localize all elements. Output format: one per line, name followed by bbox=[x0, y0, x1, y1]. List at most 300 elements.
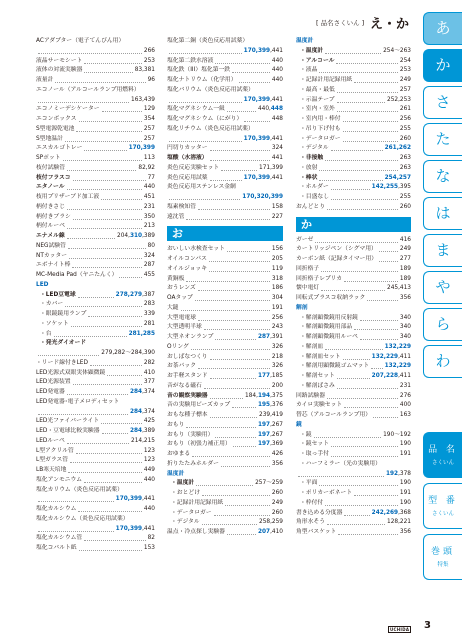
entry-page: 281 bbox=[143, 320, 155, 327]
dot-leader bbox=[331, 199, 398, 200]
index-entry bbox=[167, 294, 283, 304]
entry-page: 132,229,411 bbox=[371, 353, 411, 360]
entry-page bbox=[385, 343, 411, 353]
dot-leader bbox=[331, 446, 398, 447]
entry-name: 音がなる磁石 bbox=[167, 382, 202, 389]
index-entry bbox=[36, 349, 155, 359]
entry-page: 279,282〜284,390 bbox=[101, 350, 155, 356]
dot-leader bbox=[215, 63, 270, 64]
index-entry bbox=[167, 470, 283, 480]
index-entry bbox=[167, 193, 283, 203]
kana-tab[interactable]: わ bbox=[423, 345, 462, 378]
index-entry bbox=[36, 96, 155, 106]
index-entry bbox=[296, 421, 411, 431]
entry-name: 液晶サーモシート bbox=[36, 57, 83, 64]
entry-page: 339 bbox=[143, 311, 155, 317]
entry-page: 197,267 bbox=[257, 431, 283, 438]
dot-leader bbox=[65, 141, 142, 142]
entry-page: 326 bbox=[271, 363, 283, 370]
entry-name: 塩化ナトリウム（化学用） bbox=[167, 77, 237, 83]
entry-name: おいしい水検査セット bbox=[167, 246, 225, 253]
dot-leader bbox=[215, 437, 256, 438]
entry-name: 塩化鉄（III）塩化第一鉄 bbox=[167, 67, 231, 74]
entry-page: 416 bbox=[399, 236, 411, 243]
section-header-o bbox=[167, 226, 283, 241]
entry-name: ・おとどけ bbox=[171, 490, 200, 496]
entry-name: 柄付きさじ bbox=[36, 203, 65, 210]
entry-page: 170,399,441 bbox=[243, 96, 283, 103]
dot-leader bbox=[331, 189, 370, 190]
entry-name: エスカルゴトレー bbox=[36, 145, 83, 152]
entry-page: 195,376 bbox=[257, 402, 283, 409]
index-entry bbox=[296, 479, 411, 489]
dot-leader bbox=[337, 92, 398, 93]
entry-page: 410 bbox=[143, 369, 155, 376]
index-entry bbox=[296, 314, 411, 324]
entry-name: 塩化カルシウム管 bbox=[36, 535, 83, 542]
entry-page: 304 bbox=[271, 295, 283, 301]
entry-page: 448 bbox=[271, 116, 283, 122]
dot-leader bbox=[315, 242, 398, 243]
entry-name: ・解剖顕微鏡用部品 bbox=[300, 324, 353, 331]
dot-leader bbox=[209, 271, 270, 272]
index-entry bbox=[296, 193, 411, 203]
dot-leader bbox=[78, 297, 114, 298]
dot-leader bbox=[102, 111, 142, 112]
dot-leader bbox=[38, 355, 99, 356]
entry-page: 425 bbox=[143, 418, 155, 425]
entry-page: 326 bbox=[271, 343, 283, 350]
index-entry bbox=[36, 193, 155, 203]
entry-page: 257 bbox=[143, 125, 155, 132]
entry-name: 塩化アンモニウム bbox=[36, 476, 83, 483]
entry-page: 128,221 bbox=[387, 519, 411, 526]
dot-leader bbox=[107, 375, 142, 376]
index-entry bbox=[36, 183, 155, 193]
entry-page: 243 bbox=[271, 324, 283, 331]
featured-page-ref: 284 bbox=[129, 428, 143, 434]
entry-name: 枝付フラスコ bbox=[36, 174, 71, 181]
index-entry bbox=[36, 154, 155, 164]
dot-leader bbox=[169, 199, 240, 200]
entry-page: 163,439 bbox=[131, 96, 155, 103]
entry-name: 柄付ルーペ bbox=[36, 223, 65, 230]
index-entry bbox=[167, 411, 283, 421]
entry-name: LB寒天培地 bbox=[36, 467, 67, 473]
index-entry bbox=[167, 401, 283, 411]
index-entry bbox=[36, 174, 155, 184]
entry-name: 塩化バリウム（炎色反応用試薬） bbox=[167, 86, 254, 93]
entry-page: 142,255,395 bbox=[371, 184, 411, 191]
dot-leader bbox=[379, 251, 398, 252]
entry-name: 液量計 bbox=[36, 77, 54, 83]
dot-leader bbox=[221, 170, 257, 171]
entry-page: 186 bbox=[271, 285, 283, 292]
entry-name: ・眼鏡鏡用ランプ bbox=[40, 311, 87, 317]
index-entry bbox=[296, 460, 411, 470]
index-entry bbox=[296, 431, 411, 441]
entry-page: 318 bbox=[271, 275, 283, 282]
entry-name: おんどとり bbox=[296, 203, 325, 210]
index-entry bbox=[36, 466, 155, 476]
entry-page: 400 bbox=[399, 402, 411, 409]
dot-leader bbox=[67, 189, 142, 190]
entry-page: 191 bbox=[399, 490, 411, 496]
entry-name: 解剖 bbox=[296, 304, 308, 311]
index-entry bbox=[36, 369, 155, 379]
entry-name: エコンボックス bbox=[36, 116, 77, 122]
entry-name: Oリング bbox=[167, 343, 189, 350]
entry-page: 257 bbox=[399, 86, 411, 93]
index-entry bbox=[167, 86, 283, 96]
entry-name: カートリッジペン（シグマ用） bbox=[296, 246, 377, 253]
entry-name: 塩化カリウム（炎色反応用試薬） bbox=[36, 486, 123, 493]
dot-leader bbox=[84, 150, 127, 151]
entry-page bbox=[242, 193, 283, 203]
entry-page: 340 bbox=[399, 324, 411, 331]
entry-page: 257 bbox=[143, 135, 155, 142]
entry-name: LED bbox=[36, 281, 49, 288]
dot-leader bbox=[38, 102, 129, 103]
entry-page: 255 bbox=[399, 194, 411, 200]
entry-name: 塩化第二鉄水溶液 bbox=[167, 57, 214, 64]
dot-leader bbox=[331, 150, 383, 151]
entry-page: 207,410 bbox=[257, 529, 283, 535]
index-entry bbox=[167, 96, 283, 106]
index-entry bbox=[167, 509, 283, 519]
kana-tab[interactable]: ま bbox=[423, 234, 462, 267]
entry-page: 214,215 bbox=[131, 437, 155, 444]
index-entry bbox=[36, 330, 155, 340]
index-entry bbox=[296, 489, 411, 499]
index-entry bbox=[296, 499, 411, 509]
index-entry bbox=[296, 105, 411, 115]
entry-page: 123 bbox=[143, 457, 155, 464]
dot-leader bbox=[379, 261, 398, 262]
entry-page: 441 bbox=[271, 155, 283, 161]
entry-page: 266 bbox=[143, 47, 155, 54]
index-entry bbox=[296, 174, 411, 184]
entry-name: ・解剖ばさみ bbox=[300, 382, 335, 389]
dot-leader bbox=[67, 170, 136, 171]
entry-name: 円切りカッター bbox=[167, 145, 208, 152]
index-entry bbox=[167, 275, 283, 285]
index-column-1 bbox=[36, 37, 155, 554]
index-entry bbox=[36, 252, 155, 262]
entry-name: ・解剖用顕微鏡ゴムマット bbox=[300, 363, 370, 370]
entry-name: 角形水そう bbox=[296, 519, 325, 526]
dot-leader bbox=[186, 427, 256, 428]
dot-leader bbox=[210, 417, 257, 418]
featured-page-ref: 192 bbox=[385, 470, 399, 477]
index-entry bbox=[36, 515, 155, 525]
entry-page: 184,194,375 bbox=[245, 392, 283, 399]
side-tab-subtitle: さくいん bbox=[431, 460, 454, 466]
dot-leader bbox=[84, 72, 133, 73]
index-entry bbox=[296, 362, 411, 372]
index-entry bbox=[296, 509, 411, 519]
entry-name: ・解剖顕微鏡用反射鏡 bbox=[300, 314, 358, 321]
dot-leader bbox=[198, 320, 270, 321]
dot-leader bbox=[210, 150, 270, 151]
entry-page: 80 bbox=[147, 242, 155, 249]
dot-leader bbox=[327, 398, 398, 399]
entry-name: ・ハーフミラー（光の実験用） bbox=[300, 460, 381, 467]
index-entry bbox=[36, 261, 155, 271]
entry-page bbox=[129, 144, 155, 154]
dot-leader bbox=[354, 495, 398, 496]
kana-tab[interactable]: ら bbox=[423, 308, 462, 341]
entry-page: 256 bbox=[399, 116, 411, 122]
index-entry bbox=[36, 242, 155, 252]
index-entry bbox=[167, 421, 283, 431]
entry-page: 455 bbox=[143, 272, 155, 278]
entry-page: 158 bbox=[271, 203, 283, 210]
entry-name: おゆまる bbox=[167, 451, 191, 457]
dot-leader bbox=[331, 456, 398, 457]
entry-page: 227 bbox=[271, 213, 283, 220]
entry-page: 197,369 bbox=[257, 441, 283, 448]
entry-name: 音の観察実験器 bbox=[167, 392, 208, 399]
dot-leader bbox=[90, 365, 142, 366]
entry-page: 440 bbox=[143, 476, 155, 483]
entry-page: 440 bbox=[143, 184, 155, 191]
entry-name: 温度計 bbox=[167, 470, 185, 477]
dot-leader bbox=[84, 482, 142, 483]
featured-page-ref: 261,262 bbox=[384, 145, 411, 152]
index-entry bbox=[36, 310, 155, 320]
entry-page: 356 bbox=[399, 295, 411, 301]
dot-leader bbox=[209, 261, 270, 262]
dot-leader bbox=[67, 209, 142, 210]
index-entry bbox=[167, 460, 283, 470]
dot-leader bbox=[239, 82, 270, 83]
index-entry bbox=[167, 343, 283, 353]
entry-name: LED光ファイバーライト bbox=[36, 418, 100, 425]
entry-page: 218 bbox=[271, 353, 283, 360]
entry-name: ガーゼ bbox=[296, 236, 314, 243]
entry-page: 263 bbox=[399, 155, 411, 161]
entry-name: S型電源乾電池 bbox=[36, 125, 75, 132]
index-entry bbox=[36, 378, 155, 388]
dot-leader bbox=[186, 281, 270, 282]
entry-page: 197,267 bbox=[257, 421, 283, 428]
index-entry bbox=[167, 314, 283, 324]
entry-name: おしばなつくり bbox=[167, 353, 208, 360]
index-entry bbox=[167, 57, 283, 67]
featured-page-ref: 170,399 bbox=[243, 47, 271, 54]
dot-leader bbox=[319, 72, 398, 73]
entry-name: ・室内用・棒付 bbox=[300, 116, 341, 122]
index-entry bbox=[36, 47, 155, 57]
entry-name: ・データロガー bbox=[300, 135, 341, 142]
featured-page-ref: 170,399 bbox=[243, 96, 271, 103]
featured-page-ref: 177 bbox=[257, 373, 271, 379]
index-entry bbox=[36, 437, 155, 447]
featured-page-ref: 170,399 bbox=[128, 145, 155, 152]
side-tab[interactable] bbox=[423, 483, 462, 529]
entry-page: 190〜192 bbox=[383, 431, 411, 438]
entry-name: NEG試験管 bbox=[36, 242, 66, 249]
entry-name: ・ソケット bbox=[40, 320, 69, 327]
index-entry bbox=[296, 47, 411, 57]
entry-page: 123 bbox=[143, 447, 155, 454]
index-entry bbox=[167, 105, 283, 115]
index-entry bbox=[296, 382, 411, 392]
dot-leader bbox=[84, 63, 142, 64]
index-entry bbox=[167, 174, 283, 184]
entry-page: 82,92 bbox=[138, 164, 155, 171]
side-tab-title: 型 番 bbox=[428, 496, 458, 506]
index-entry bbox=[36, 144, 155, 154]
index-entry bbox=[36, 417, 155, 427]
dot-leader bbox=[325, 160, 398, 161]
entry-name: ・取っ手付 bbox=[300, 451, 329, 457]
index-entry bbox=[296, 372, 411, 382]
index-entry bbox=[36, 135, 155, 145]
dot-leader bbox=[319, 170, 398, 171]
entry-name: エコノミーデシケーター bbox=[36, 106, 100, 113]
entry-page: 83,381 bbox=[134, 67, 155, 74]
index-entry bbox=[167, 489, 283, 499]
index-entry bbox=[36, 222, 155, 232]
entry-name: エコノール（アルコールランプ用燃料） bbox=[36, 86, 140, 93]
index-entry bbox=[296, 411, 411, 421]
header-label: [ 品名さくいん ] bbox=[316, 19, 365, 27]
index-entry bbox=[36, 525, 155, 535]
entry-name: ・リード線付きLED bbox=[36, 359, 88, 366]
kana-tab[interactable]: あ bbox=[423, 12, 462, 45]
dot-leader bbox=[215, 339, 256, 340]
featured-page-ref: 170,399 bbox=[115, 525, 143, 532]
dot-leader bbox=[192, 456, 270, 457]
dot-leader bbox=[169, 53, 242, 54]
entry-name: 遠沈管 bbox=[167, 213, 185, 220]
dot-leader bbox=[169, 141, 242, 142]
dot-leader bbox=[73, 180, 146, 181]
entry-name: おもり bbox=[167, 421, 185, 428]
entry-page: 356 bbox=[271, 460, 283, 467]
index-entry bbox=[296, 333, 411, 343]
entry-name: 塩化カルシウム（炎色反応用試薬） bbox=[36, 515, 129, 522]
index-entry bbox=[296, 164, 411, 174]
index-entry bbox=[296, 275, 411, 285]
kana-tab[interactable]: や bbox=[423, 271, 462, 304]
entry-page: 231 bbox=[399, 382, 411, 389]
index-entry bbox=[167, 245, 283, 255]
entry-name: ・室内・室外 bbox=[300, 106, 335, 113]
entry-page: 440 bbox=[271, 67, 283, 74]
kana-tab[interactable]: さ bbox=[423, 86, 462, 119]
index-entry bbox=[167, 115, 283, 125]
entry-name: ・データロガー bbox=[171, 509, 212, 516]
side-tab[interactable] bbox=[423, 534, 462, 580]
entry-page: 192,378 bbox=[385, 470, 411, 477]
entry-name: 回折格子 bbox=[296, 265, 320, 272]
index-entry bbox=[167, 76, 283, 86]
entry-name: ・デジタル bbox=[300, 145, 329, 152]
dot-leader bbox=[79, 121, 142, 122]
featured-page-ref: 142,255 bbox=[371, 184, 399, 191]
dot-leader bbox=[319, 485, 398, 486]
dot-leader bbox=[73, 219, 142, 220]
entry-name: 鏡 bbox=[296, 421, 302, 428]
dot-leader bbox=[214, 515, 270, 516]
kana-tab[interactable]: か bbox=[423, 49, 462, 82]
featured-page-ref: 310 bbox=[129, 233, 143, 239]
entry-name: 炎色反応用ステンレス金網 bbox=[167, 184, 236, 191]
entry-name: ・最高・最低 bbox=[300, 86, 335, 93]
entry-name: 液体の対流実験器 bbox=[36, 67, 83, 74]
dot-leader bbox=[204, 329, 270, 330]
dot-leader bbox=[343, 131, 398, 132]
section-header-ka bbox=[296, 217, 411, 232]
dot-leader bbox=[343, 121, 398, 122]
entry-name: 大鎚 bbox=[167, 304, 179, 311]
dot-leader bbox=[76, 131, 142, 132]
section-label: お bbox=[172, 227, 183, 241]
page-header bbox=[316, 12, 410, 32]
side-tab-subtitle: さくいん bbox=[431, 511, 454, 517]
index-entry bbox=[296, 203, 411, 213]
entry-page: 260 bbox=[271, 490, 283, 496]
entry-page: 170,399,441 bbox=[243, 135, 283, 142]
entry-page: 254〜263 bbox=[383, 47, 411, 54]
entry-name: 回路試験器 bbox=[296, 392, 325, 399]
dot-leader bbox=[232, 72, 270, 73]
dot-leader bbox=[119, 277, 142, 278]
index-entry bbox=[167, 135, 283, 145]
kana-tab[interactable]: は bbox=[423, 197, 462, 230]
entry-name: ・鏡セット bbox=[300, 441, 329, 448]
entry-name: 塩化コバルト紙 bbox=[36, 545, 77, 551]
featured-page-ref: 207 bbox=[257, 529, 271, 535]
entry-page: 324 bbox=[271, 145, 283, 152]
kana-tab[interactable]: た bbox=[423, 123, 462, 156]
dot-leader bbox=[65, 306, 142, 307]
entry-page: 256 bbox=[271, 314, 283, 321]
entry-name: ・放射 bbox=[300, 164, 318, 171]
entry-name: ・解剖皿セット bbox=[300, 353, 341, 360]
entry-page: 260 bbox=[271, 509, 283, 516]
entry-page: 190 bbox=[399, 499, 411, 506]
entry-name: 塩酸（水溶液） bbox=[167, 155, 208, 161]
dot-leader bbox=[225, 505, 270, 506]
entry-name: ・目盛なし bbox=[300, 194, 329, 200]
entry-page: 356 bbox=[399, 529, 411, 535]
index-entry bbox=[296, 265, 411, 275]
entry-name: 大型透明半球 bbox=[167, 324, 202, 331]
dot-leader bbox=[84, 540, 146, 541]
side-tab[interactable] bbox=[423, 432, 462, 478]
entry-name: おもな種子標本 bbox=[167, 412, 208, 418]
index-entry bbox=[296, 528, 411, 538]
dot-leader bbox=[232, 407, 256, 408]
index-entry bbox=[167, 37, 283, 47]
featured-page-ref: 194 bbox=[257, 392, 271, 399]
dot-leader bbox=[327, 524, 385, 525]
index-entry bbox=[36, 291, 155, 301]
dot-leader bbox=[319, 180, 383, 181]
entry-name: 柄付きブラシ bbox=[36, 213, 71, 220]
index-entry bbox=[36, 57, 155, 67]
entry-name: 角型バスケット bbox=[296, 529, 337, 535]
featured-page-ref: 284 bbox=[129, 389, 143, 395]
index-entry bbox=[36, 398, 155, 408]
entry-name: 塩化マグネシウム（にがり） bbox=[167, 116, 243, 122]
index-entry bbox=[167, 203, 283, 213]
kana-tab[interactable]: な bbox=[423, 160, 462, 193]
